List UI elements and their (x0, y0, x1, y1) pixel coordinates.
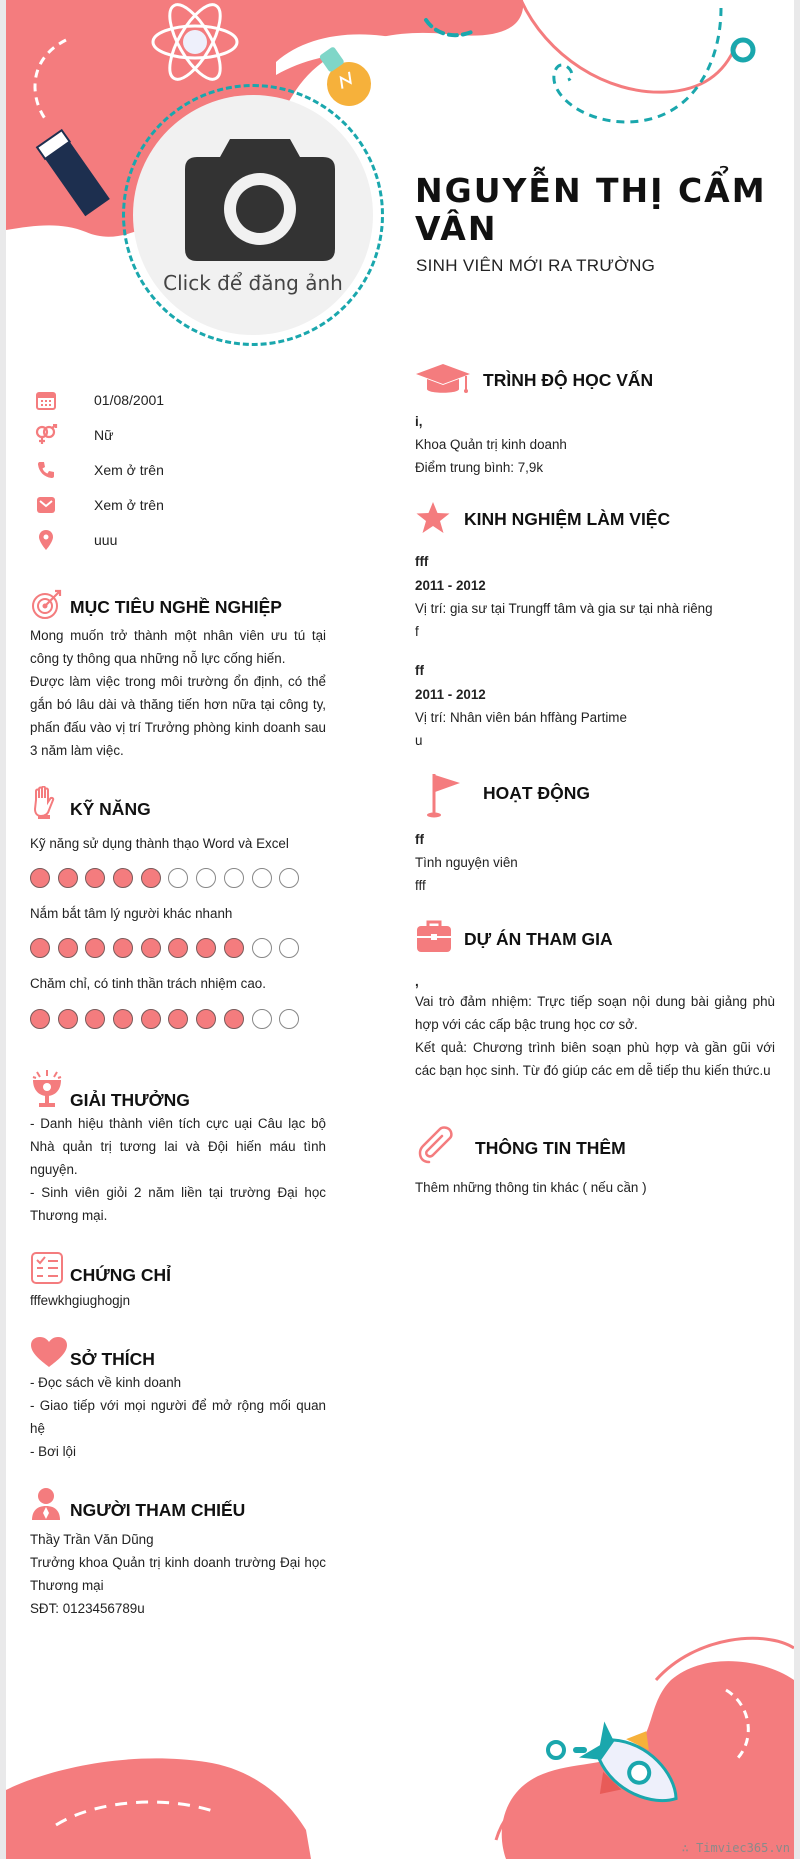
skill-dot-filled (58, 868, 78, 888)
trophy-icon (31, 1068, 63, 1108)
skill-dot-empty (252, 868, 272, 888)
skill-dot-filled (168, 938, 188, 958)
skill-dot-filled (30, 938, 50, 958)
skill-dot-filled (113, 868, 133, 888)
activity-role: Tình nguyện viên (415, 855, 518, 870)
contact-address (32, 526, 117, 554)
skill-dot-filled (85, 938, 105, 958)
job-description: u (415, 733, 423, 748)
skill-name: Chăm chỉ, có tinh thần trách nhiệm cao. (30, 976, 266, 991)
award-line: - Sinh viên giỏi 2 năm liền tại trường Đại học Thương mại. (30, 1185, 326, 1223)
skill-dot-empty (168, 868, 188, 888)
reference-title: NGƯỜI THAM CHIẾU (70, 1500, 246, 1520)
reference-line: Trưởng khoa Quản trị kinh doanh trường Đại học Thương mại (30, 1555, 326, 1593)
job-company: fff (415, 554, 429, 569)
skill-name: Nắm bắt tâm lý người khác nhanh (30, 906, 233, 921)
skill-dot-filled (58, 1009, 78, 1029)
award-line: - Danh hiệu thành viên tích cực uại Câu lạc bộ Nhà quản trị tương lai và Đội hiến máu tình nguyện. (30, 1116, 326, 1177)
activity-description: fff (415, 878, 426, 893)
skill-dot-filled (30, 868, 50, 888)
hobbies-title: SỞ THÍCH (70, 1349, 155, 1369)
flag-icon (426, 772, 462, 818)
hobby-line: - Giao tiếp với mọi người để mở rộng mối quan hệ (30, 1398, 326, 1436)
skill-dot-empty (252, 1009, 272, 1029)
skill-rating (30, 938, 299, 958)
photo-placeholder (133, 95, 373, 335)
hobbies-text (30, 1371, 326, 1463)
phone-icon (32, 458, 60, 482)
objective-title: MỤC TIÊU NGHỀ NGHIỆP (70, 597, 282, 617)
top-right-dashed (554, 8, 721, 122)
skill-dot-empty (224, 868, 244, 888)
objective-line: Được làm việc trong môi trường ổn định, có thể gắn bó lâu dài và thăng tiến hơn nữa tại công ty, phấn đấu vào vị trí Trưởng phòng kinh doanh sau 3 năm làm việc. (30, 674, 326, 758)
phone-value: Xem ở trên (94, 462, 164, 478)
gender-value: Nữ (94, 427, 114, 443)
hand-icon (31, 786, 57, 820)
skills-title: KỸ NĂNG (70, 799, 151, 819)
skill-dot-filled (141, 938, 161, 958)
skill-dot-empty (279, 868, 299, 888)
job-position: Vị trí: Nhân viên bán hffàng Partime (415, 710, 627, 725)
job-description: f (415, 624, 419, 639)
job-company: ff (415, 663, 424, 678)
awards-title: GIẢI THƯỞNG (70, 1090, 190, 1110)
heart-icon (30, 1336, 68, 1368)
skill-dot-empty (252, 938, 272, 958)
skill-dot-filled (113, 1009, 133, 1029)
projects-title: DỰ ÁN THAM GIA (464, 929, 613, 949)
address-value: uuu (94, 532, 118, 548)
skill-dot-filled (141, 868, 161, 888)
target-icon (31, 588, 63, 620)
contact-gender (32, 421, 113, 449)
certificate-line: fffewkhgiughogjn (30, 1293, 131, 1308)
objective-line: Mong muốn trở thành một nhân viên ưu tú tại công ty thông qua những nỗ lực cống hiến. (30, 628, 326, 666)
activity-org: ff (415, 832, 424, 847)
profile-photo-upload[interactable] (122, 84, 384, 346)
job-period: 2011 - 2012 (415, 687, 486, 702)
contact-email (32, 491, 164, 519)
watermark: ∴ Timviec365.vn (681, 1841, 790, 1855)
project-name: , (415, 974, 419, 989)
hobby-line: - Bơi lội (30, 1444, 76, 1459)
reference-line: SĐT: 0123456789u (30, 1601, 145, 1616)
cv-page (6, 0, 794, 1859)
camera-icon (185, 135, 335, 261)
extra-info-title: THÔNG TIN THÊM (475, 1138, 626, 1158)
education-major: Khoa Quản trị kinh doanh (415, 437, 567, 452)
top-white-wave (276, 34, 531, 107)
candidate-name: NGUYỄN THỊ CẨM VÂN (415, 171, 767, 248)
education-school: i, (415, 414, 423, 429)
skill-dot-filled (196, 938, 216, 958)
paperclip-icon (418, 1126, 458, 1166)
birthdate-value: 01/08/2001 (94, 392, 165, 408)
education-title: TRÌNH ĐỘ HỌC VẤN (483, 370, 654, 390)
skill-dot-filled (30, 1009, 50, 1029)
email-value: Xem ở trên (94, 497, 164, 513)
skill-dot-filled (196, 1009, 216, 1029)
objective-text (30, 624, 326, 762)
teal-ring (733, 40, 753, 60)
skill-dot-empty (279, 938, 299, 958)
calendar-icon (32, 388, 60, 412)
skill-rating (30, 868, 299, 888)
skill-dot-empty (279, 1009, 299, 1029)
education-gpa: Điểm trung bình: 7,9k (415, 460, 544, 475)
skill-dot-filled (85, 868, 105, 888)
photo-label: Click để đăng ảnh (163, 271, 343, 295)
extra-info-text: Thêm những thông tin khác ( nếu cần ) (415, 1180, 647, 1195)
skill-rating (30, 1009, 299, 1029)
teal-ring-small (548, 1742, 564, 1758)
experience-title: KINH NGHIỆM LÀM VIỆC (464, 509, 671, 529)
skill-dot-filled (224, 938, 244, 958)
job-period: 2011 - 2012 (415, 578, 486, 593)
bottom-left-blob (6, 1758, 311, 1859)
email-icon (32, 493, 60, 517)
teal-dash-small (573, 1747, 587, 1753)
briefcase-icon (416, 920, 452, 954)
skill-dot-filled (224, 1009, 244, 1029)
person-icon (31, 1487, 61, 1521)
skill-dot-empty (196, 868, 216, 888)
job-position: Vị trí: gia sư tại Trungff tâm và gia sư tại nhà riêng (415, 601, 713, 616)
contact-birthdate (32, 386, 164, 414)
contact-phone (32, 456, 164, 484)
awards-text (30, 1112, 326, 1227)
graduation-cap-icon (415, 362, 471, 398)
skill-dot-filled (168, 1009, 188, 1029)
project-result: Kết quả: Chương trình biên soạn phù hợp và gần gũi với các bạn học sinh. Từ đó giúp các em dễ tiếp thu kiến thức.u (415, 1040, 775, 1078)
star-icon (415, 501, 451, 535)
skill-dot-filled (85, 1009, 105, 1029)
skill-dot-filled (58, 938, 78, 958)
gender-icon (32, 423, 60, 447)
skill-name: Kỹ năng sử dụng thành thạo Word và Excel (30, 836, 289, 851)
activities-title: HOẠT ĐỘNG (483, 783, 590, 803)
hobby-line: - Đọc sách về kinh doanh (30, 1375, 182, 1390)
checklist-icon (31, 1252, 63, 1284)
reference-line: Thầy Trần Văn Dũng (30, 1532, 154, 1547)
reference-text (30, 1528, 326, 1620)
skill-dot-filled (141, 1009, 161, 1029)
skill-dot-filled (113, 938, 133, 958)
certificates-title: CHỨNG CHỈ (70, 1265, 172, 1285)
location-icon (32, 528, 60, 552)
project-role: Vai trò đảm nhiệm: Trực tiếp soạn nội dung bài giảng phù hợp với các cấp bậc trung học cơ sở. (415, 994, 775, 1032)
candidate-title: SINH VIÊN MỚI RA TRƯỜNG (416, 256, 656, 275)
